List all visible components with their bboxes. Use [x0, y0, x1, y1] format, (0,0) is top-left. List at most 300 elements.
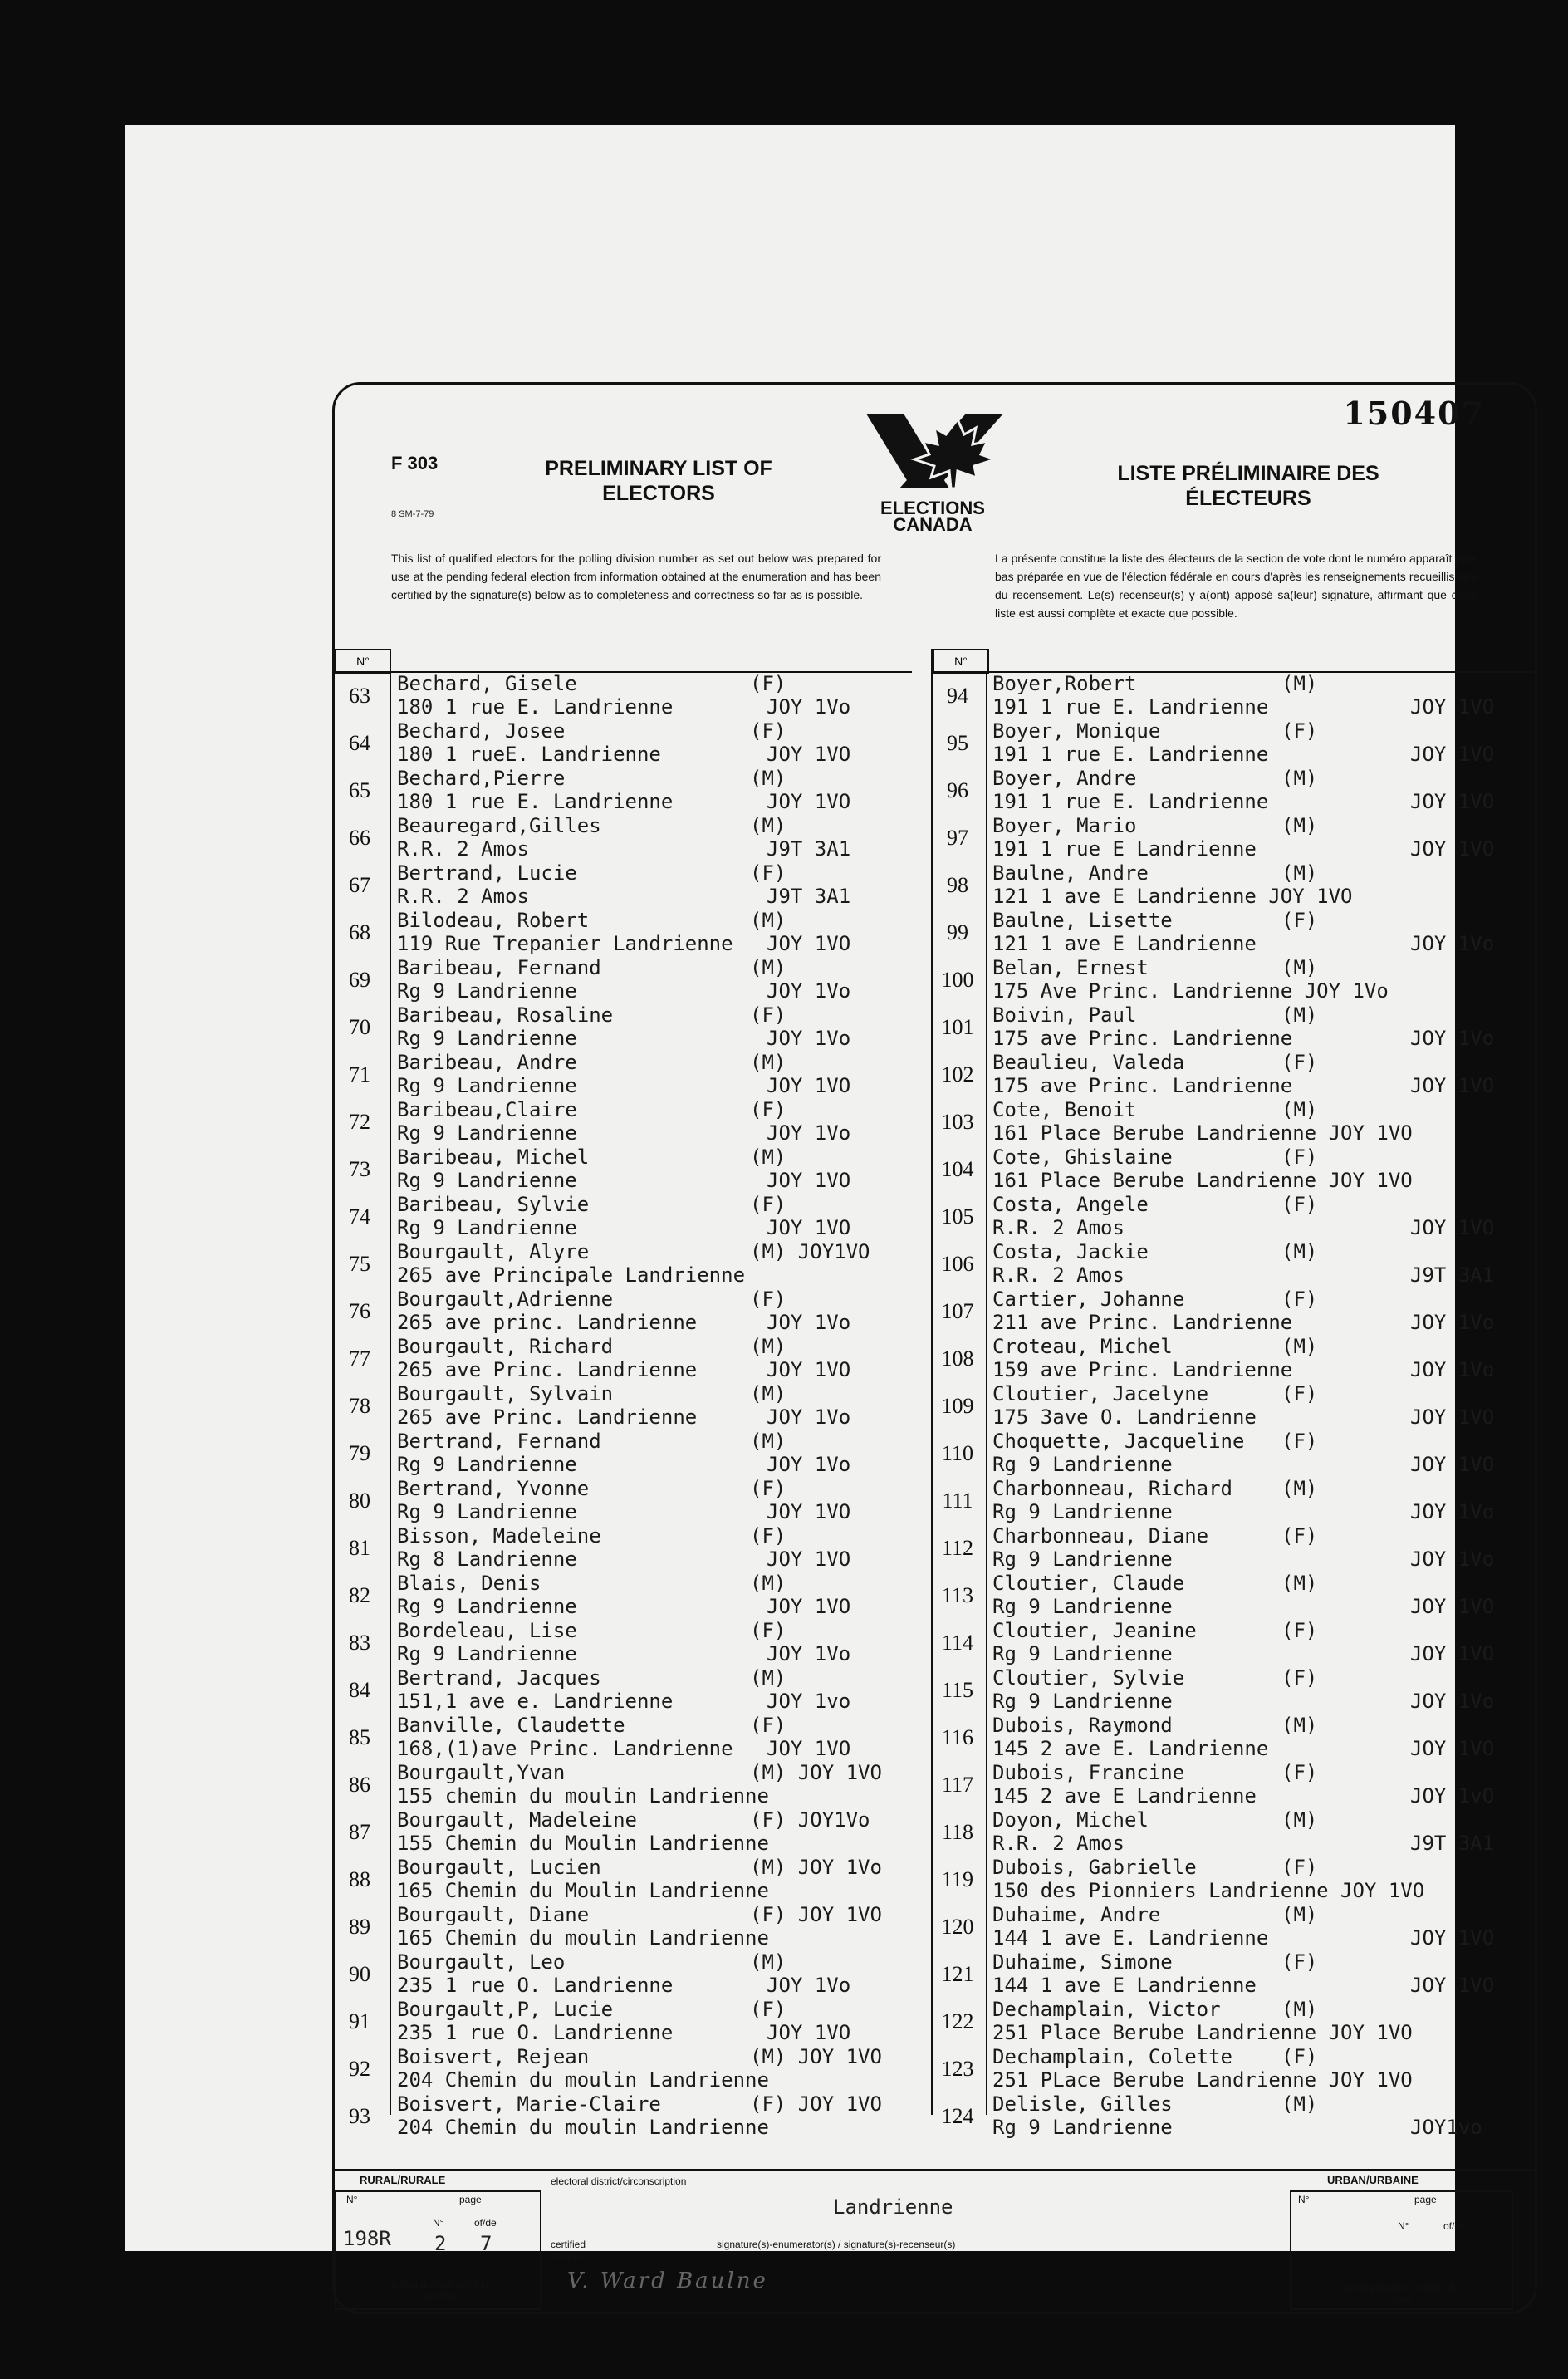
elector-entry	[933, 1288, 1536, 1335]
elector-name: Baribeau, Andre	[397, 1051, 577, 1074]
elector-name: Cote, Benoit	[992, 1098, 1137, 1121]
elector-name: Bourgault, Lucien	[397, 1856, 601, 1879]
elector-name: Delisle, Gilles	[992, 2092, 1173, 2116]
elector-address: 151,1 ave e. Landrienne	[397, 1690, 674, 1713]
elector-address: 161 Place Berube Landrienne JOY 1VO	[992, 1121, 1413, 1145]
elector-address: R.R. 2 Amos	[992, 1263, 1125, 1287]
elector-number: 65	[349, 778, 370, 802]
elector-list-form	[332, 382, 1537, 2314]
elector-sex: (F)	[1281, 719, 1318, 743]
elector-entry	[933, 1003, 1536, 1051]
elector-name: Baulne, Andre	[992, 861, 1149, 885]
elector-number: 83	[349, 1631, 370, 1655]
elector-sex: (M)	[1281, 767, 1318, 790]
elector-sex: (M)	[750, 767, 786, 790]
elector-entry	[335, 1950, 912, 1998]
elector-entry	[335, 1051, 912, 1098]
elector-name: Beauregard,Gilles	[397, 814, 601, 837]
elector-address: Rg 9 Landrienne	[397, 1121, 577, 1145]
elector-number: 67	[349, 873, 370, 897]
elector-postal-code: JOY 1VO	[1410, 1216, 1495, 1239]
elector-postal-code: JOY 1VO	[1410, 695, 1495, 719]
document-number: 150407	[1343, 395, 1485, 432]
elector-address: 159 ave Princ. Landrienne	[992, 1358, 1293, 1381]
elector-number: 115	[941, 1678, 974, 1702]
elector-postal-code: JOY 1Vo	[767, 1405, 851, 1429]
elector-address: 121 1 ave E Landrienne JOY 1VO	[992, 885, 1353, 908]
elector-sex: (M)	[750, 1382, 786, 1405]
elector-sex: (M)	[750, 814, 786, 837]
elector-entry	[933, 909, 1536, 956]
elector-name: Bordeleau, Lise	[397, 1619, 577, 1642]
elector-postal-code: JOY 1VO	[767, 1074, 851, 1097]
elector-sex: (M)	[750, 1145, 786, 1169]
elector-sex: (M)	[1281, 1003, 1318, 1027]
elector-entry	[335, 909, 912, 956]
elector-postal-code: JOY 1VO	[767, 932, 851, 955]
elector-number: 85	[349, 1725, 370, 1749]
elector-name: Baribeau,Claire	[397, 1098, 577, 1121]
elector-address: Rg 9 Landrienne	[992, 1690, 1173, 1713]
elector-address: 119 Rue Trepanier Landrienne	[397, 932, 733, 955]
elector-address: 265 ave princ. Landrienne	[397, 1311, 698, 1334]
elector-number: 78	[349, 1394, 370, 1418]
elector-address: 161 Place Berube Landrienne JOY 1VO	[992, 1169, 1413, 1192]
elector-number: 73	[349, 1157, 370, 1181]
elector-address: 265 ave Princ. Landrienne	[397, 1358, 698, 1381]
elector-name: Boyer, Monique	[992, 719, 1161, 743]
elector-number: 76	[349, 1299, 370, 1323]
elector-list-right	[933, 672, 1536, 2140]
elector-entry	[933, 1524, 1536, 1572]
elector-entry	[335, 1761, 912, 1808]
elector-postal-code: JOY 1Vo	[1410, 1548, 1495, 1571]
elector-postal-code: JOY 1VO	[767, 1500, 851, 1523]
elector-number: 88	[349, 1867, 370, 1891]
elector-sex: (M) JOY 1VO	[750, 2045, 882, 2068]
elector-address: Rg 9 Landrienne	[992, 2116, 1173, 2139]
district-label: electoral district/circonscription	[551, 2175, 687, 2187]
elector-postal-code: JOY 1Vo	[1410, 1500, 1495, 1523]
elector-number: 100	[941, 968, 974, 992]
intro-english: This list of qualified electors for the polling division number as set out below was prepared for use at the pending federal election from information obtained at the enumeration and has been certified by the signature(s) below as to completeness and correctness so far as is possible.	[391, 552, 881, 601]
elector-sex: (M) JOY1VO	[750, 1240, 870, 1263]
elector-entry	[933, 1619, 1536, 1666]
page-of-label: of/de	[474, 2217, 497, 2229]
form-footer	[335, 2169, 1535, 2312]
elector-sex: (F)	[1281, 1619, 1318, 1642]
elector-sex: (F)	[750, 1524, 786, 1548]
elector-postal-code: JOY 1Vo	[767, 1311, 851, 1334]
elector-postal-code: JOY 1VO	[767, 1595, 851, 1618]
elector-sex: (F)	[1281, 1193, 1318, 1216]
elector-name: Doyon, Michel	[992, 1808, 1149, 1832]
elector-sex: (F)	[750, 1619, 786, 1642]
elector-sex: (F)	[1281, 1666, 1318, 1690]
elector-number: 105	[941, 1204, 974, 1229]
elector-sex: (F)	[750, 1098, 786, 1121]
enumerator-signature: V. Ward Baulne	[567, 2269, 768, 2293]
elector-name: Cloutier, Jacelyne	[992, 1382, 1209, 1405]
elector-number: 77	[349, 1346, 370, 1371]
elector-entry	[335, 1145, 912, 1193]
left-column	[335, 649, 912, 2139]
elections-canada-logo	[858, 410, 1007, 534]
elector-number: 75	[349, 1252, 370, 1276]
elector-name: Bourgault, Diane	[397, 1903, 590, 1926]
elector-entry	[335, 1382, 912, 1430]
elector-postal-code: JOY 1Vo	[767, 1121, 851, 1145]
elector-number: 109	[941, 1394, 974, 1418]
elector-name: Bourgault,Adrienne	[397, 1288, 614, 1311]
elector-name: Baribeau, Rosaline	[397, 1003, 614, 1027]
elector-number: 110	[941, 1441, 974, 1465]
elector-number: 91	[349, 2009, 370, 2033]
elector-number: 87	[349, 1820, 370, 1844]
elector-sex: (F)	[1281, 1382, 1318, 1405]
elector-name: Dubois, Gabrielle	[992, 1856, 1197, 1879]
rural-label: RURAL/RURALE	[360, 2174, 446, 2186]
elector-number: 89	[349, 1915, 370, 1939]
elector-address: 165 Chemin du Moulin Landrienne	[397, 1879, 769, 1902]
elector-entry	[933, 719, 1536, 767]
elector-sex: (M)	[1281, 1098, 1318, 1121]
signature-label: signature(s)-enumerator(s) / signature(s)-recenseur(s)	[717, 2239, 956, 2250]
logo-text-elections: ELECTIONS	[880, 498, 985, 518]
elector-address: Rg 9 Landrienne	[397, 1500, 577, 1523]
elector-number: 104	[941, 1157, 974, 1181]
elector-sex: (F)	[750, 1003, 786, 1027]
elector-sex: (F)	[750, 1288, 786, 1311]
elector-number: 80	[349, 1489, 370, 1513]
form-code: F 303	[391, 453, 439, 473]
elector-address: 191 1 rue E. Landrienne	[992, 743, 1269, 766]
elector-address: 175 ave Princ. Landrienne	[992, 1027, 1293, 1050]
elector-number: 119	[941, 1867, 974, 1891]
elector-sex: (M)	[750, 956, 786, 979]
form-date: 8 SM-7-79	[391, 509, 434, 519]
elector-address: 144 1 ave E. Landrienne	[992, 1926, 1269, 1950]
elector-entry	[335, 1524, 912, 1572]
elector-sex: (F) JOY1Vo	[750, 1808, 870, 1832]
elector-entry	[933, 1572, 1536, 1619]
elector-address: 168,(1)ave Princ. Landrienne	[397, 1737, 733, 1760]
elector-sex: (M)	[750, 1666, 786, 1690]
elector-name: Baribeau, Fernand	[397, 956, 601, 979]
elector-postal-code: JOY 1VO	[1410, 790, 1495, 813]
elector-sex: (M)	[1281, 956, 1318, 979]
elector-entry	[933, 1051, 1536, 1098]
elector-number: 94	[947, 684, 968, 708]
elector-sex: (F)	[750, 719, 786, 743]
elector-entry	[335, 1193, 912, 1240]
elector-address: Rg 9 Landrienne	[397, 1027, 577, 1050]
elector-entry	[335, 1098, 912, 1145]
elector-entry	[335, 2045, 912, 2092]
elector-name: Cloutier, Jeanine	[992, 1619, 1197, 1642]
elector-entry	[335, 672, 912, 719]
elector-entry	[933, 1666, 1536, 1714]
elector-entry	[335, 1335, 912, 1382]
number-column-header: N°	[933, 649, 989, 674]
elector-name: Costa, Angele	[992, 1193, 1149, 1216]
urban-polling-label: polling division section de vote	[1345, 2282, 1459, 2305]
elector-sex: (M)	[750, 1950, 786, 1974]
document-page	[125, 125, 1495, 2305]
elector-address: R.R. 2 Amos	[397, 885, 529, 908]
elector-sex: (M)	[1281, 1572, 1318, 1595]
elector-number: 90	[349, 1962, 370, 1986]
elector-postal-code: J9T 3A1	[767, 885, 851, 908]
elector-entry	[335, 1003, 912, 1051]
elector-entry	[933, 2045, 1536, 2092]
elector-entry	[335, 767, 912, 814]
elector-address: R.R. 2 Amos	[992, 1216, 1125, 1239]
elector-address: R.R. 2 Amos	[992, 1832, 1125, 1855]
elector-address: 265 ave Principale Landrienne	[397, 1263, 746, 1287]
elector-number: 79	[349, 1441, 370, 1465]
elector-address: 191 1 rue E Landrienne	[992, 837, 1257, 861]
elector-postal-code: JOY 1Vo	[1410, 932, 1495, 955]
elector-sex: (F)	[1281, 1051, 1318, 1074]
elector-sex: (F)	[1281, 1430, 1318, 1453]
elector-entry	[335, 719, 912, 767]
logo-text-canada: CANADA	[893, 514, 973, 535]
elector-name: Bechard, Josee	[397, 719, 566, 743]
elector-address: 204 Chemin du moulin Landrienne	[397, 2068, 769, 2092]
elector-number: 113	[941, 1583, 974, 1607]
intro-french: La présente constitue la liste des électeurs de la section de vote dont le numéro apparaît plus bas préparée en vue de l'élection fédérale en cours d'après les renseignements recueillis lors du recensement. Le(s) recenseur(s) y a(ont) apposé sa(leur) signature, affirmant que cette liste est aussi complète et exacte que possible.	[995, 552, 1477, 620]
elector-name: Dubois, Francine	[992, 1761, 1185, 1784]
elector-postal-code: JOY 1vo	[767, 1690, 851, 1713]
elector-address: 180 1 rue E. Landrienne	[397, 695, 674, 719]
elector-postal-code: JOY 1VO	[767, 1216, 851, 1239]
elector-address: 175 Ave Princ. Landrienne JOY 1Vo	[992, 979, 1389, 1003]
elector-number: 111	[942, 1489, 973, 1513]
elector-number: 123	[941, 2057, 974, 2081]
elector-postal-code: JOY 1VO	[1410, 743, 1495, 766]
elector-address: 155 Chemin du Moulin Landrienne	[397, 1832, 769, 1855]
elector-postal-code: JOY 1VO	[767, 1737, 851, 1760]
maple-leaf-icon	[858, 410, 1007, 497]
elector-entry	[335, 1572, 912, 1619]
elector-address: Rg 9 Landrienne	[992, 1595, 1173, 1618]
elector-postal-code: JOY1vo	[1410, 2116, 1482, 2139]
elector-sex: (F) JOY 1VO	[750, 1903, 882, 1926]
elector-sex: (F)	[750, 1998, 786, 2021]
elector-address: 144 1 ave E Landrienne	[992, 1974, 1257, 1997]
elector-postal-code: JOY 1Vo	[767, 1642, 851, 1665]
elector-sex: (F)	[750, 672, 786, 695]
elector-number: 107	[941, 1299, 974, 1323]
elector-entry	[335, 1288, 912, 1335]
rural-no-label: N°	[346, 2194, 358, 2205]
urban-page-no-label: N°	[1398, 2220, 1409, 2232]
elector-address: 145 2 ave E Landrienne	[992, 1784, 1257, 1808]
elector-number: 117	[941, 1773, 974, 1797]
elector-postal-code: JOY 1Vo	[1410, 1358, 1495, 1381]
title-english: PRELIMINARY LIST OF ELECTORS	[545, 457, 772, 505]
elector-postal-code: JOY 1vO	[1410, 1784, 1495, 1808]
elector-sex: (M)	[1281, 1808, 1318, 1832]
elector-address: Rg 9 Landrienne	[992, 1642, 1173, 1665]
elector-name: Bertrand, Fernand	[397, 1430, 601, 1453]
elector-name: Bourgault, Leo	[397, 1950, 566, 1974]
district-value: Landrienne	[833, 2195, 953, 2219]
urban-page-label: page	[1414, 2194, 1437, 2205]
elector-sex: (M)	[1281, 1335, 1318, 1358]
elector-number: 120	[941, 1915, 974, 1939]
elector-postal-code: JOY 1VO	[767, 2021, 851, 2044]
elector-sex: (F)	[750, 1714, 786, 1737]
elector-name: Bourgault, Madeleine	[397, 1808, 637, 1832]
page-total: 7	[480, 2232, 492, 2255]
elector-entry	[335, 1240, 912, 1288]
elector-postal-code: JOY 1VO	[1410, 1974, 1495, 1997]
elector-postal-code: J9T 3A1	[767, 837, 851, 861]
elector-address: 175 ave Princ. Landrienne	[992, 1074, 1293, 1097]
elector-name: Boivin, Paul	[992, 1003, 1137, 1027]
elector-name: Bourgault, Richard	[397, 1335, 614, 1358]
elector-sex: (F)	[1281, 1145, 1318, 1169]
elector-address: 175 3ave O. Landrienne	[992, 1405, 1257, 1429]
elector-name: Cote, Ghislaine	[992, 1145, 1173, 1169]
elector-name: Bourgault, Alyre	[397, 1240, 590, 1263]
elector-address: 191 1 rue E. Landrienne	[992, 695, 1269, 719]
elector-entry	[933, 767, 1536, 814]
elector-name: Cloutier, Claude	[992, 1572, 1185, 1595]
elector-name: Beaulieu, Valeda	[992, 1051, 1185, 1074]
elector-address: 145 2 ave E. Landrienne	[992, 1737, 1269, 1760]
elector-number: 66	[349, 826, 370, 850]
elector-number: 74	[349, 1204, 370, 1229]
elector-sex: (F)	[1281, 1761, 1318, 1784]
elector-number: 84	[349, 1678, 370, 1702]
elector-entry	[335, 1808, 912, 1856]
elector-name: Bourgault,P, Lucie	[397, 1998, 614, 2021]
right-column	[931, 649, 1536, 2139]
elector-address: 191 1 rue E. Landrienne	[992, 790, 1269, 813]
elector-list-left	[335, 672, 912, 2140]
elector-number: 97	[947, 826, 968, 850]
elector-postal-code: JOY 1VO	[767, 790, 851, 813]
elector-number: 121	[941, 1962, 974, 1986]
elector-sex: (M)	[1281, 2092, 1318, 2116]
elector-sex: (F)	[1281, 1950, 1318, 1974]
elector-entry	[933, 1335, 1536, 1382]
elector-number: 112	[941, 1536, 974, 1560]
elector-number: 93	[349, 2104, 370, 2128]
elector-name: Choquette, Jacqueline	[992, 1430, 1245, 1453]
elector-address: 180 1 rue E. Landrienne	[397, 790, 674, 813]
elector-sex: (M)	[750, 1430, 786, 1453]
elector-name: Boyer,Robert	[992, 672, 1137, 695]
elector-name: Banville, Claudette	[397, 1714, 625, 1737]
elector-entry	[933, 1430, 1536, 1477]
elector-name: Bourgault,Yvan	[397, 1761, 566, 1784]
elector-address: Rg 9 Landrienne	[397, 979, 577, 1003]
elector-postal-code: JOY 1VO	[1410, 1453, 1495, 1476]
elector-address: 155 chemin du moulin Landrienne	[397, 1784, 769, 1808]
elector-address: 121 1 ave E Landrienne	[992, 932, 1257, 955]
elector-entry	[335, 1666, 912, 1714]
elector-name: Duhaime, Simone	[992, 1950, 1173, 1974]
elector-address: 251 Place Berube Landrienne JOY 1VO	[992, 2021, 1413, 2044]
elector-number: 102	[941, 1062, 974, 1086]
elector-name: Baribeau, Sylvie	[397, 1193, 590, 1216]
elector-number: 92	[349, 2057, 370, 2081]
elector-postal-code: JOY 1VO	[1410, 1642, 1495, 1665]
elector-address: 211 ave Princ. Landrienne	[992, 1311, 1293, 1334]
elector-number: 101	[941, 1015, 974, 1039]
elector-postal-code: JOY 1VO	[1410, 1926, 1495, 1950]
elector-address: Rg 9 Landrienne	[397, 1595, 577, 1618]
elector-address: 251 PLace Berube Landrienne JOY 1VO	[992, 2068, 1413, 2092]
elector-entry	[933, 1808, 1536, 1856]
elector-entry	[933, 1998, 1536, 2045]
elector-number: 68	[349, 920, 370, 944]
elector-name: Bertrand, Yvonne	[397, 1477, 590, 1500]
elector-entry	[933, 1477, 1536, 1524]
elector-entry	[933, 1382, 1536, 1430]
elector-entry	[933, 1903, 1536, 1950]
title-french: LISTE PRÉLIMINAIRE DES ÉLECTEURS	[1117, 462, 1379, 510]
elector-entry	[335, 1619, 912, 1666]
elector-number: 64	[349, 731, 370, 755]
elector-name: Boisvert, Rejean	[397, 2045, 590, 2068]
number-column-header: N°	[335, 649, 391, 674]
elector-sex: (M)	[1281, 861, 1318, 885]
elector-name: Cloutier, Sylvie	[992, 1666, 1185, 1690]
elector-name: Boisvert, Marie-Claire	[397, 2092, 661, 2116]
elector-entry	[335, 1430, 912, 1477]
elector-postal-code: J9T 3A1	[1410, 1832, 1495, 1855]
elector-postal-code: JOY 1Vo	[1410, 1311, 1495, 1334]
elector-name: Duhaime, Andre	[992, 1903, 1161, 1926]
elector-address: Rg 9 Landrienne	[992, 1453, 1173, 1476]
elector-number: 95	[947, 731, 968, 755]
elector-sex: (M)	[1281, 1714, 1318, 1737]
elector-postal-code: JOY 1Vo	[767, 979, 851, 1003]
elector-sex: (M)	[1281, 672, 1318, 695]
elector-postal-code: JOY 1VO	[1410, 1595, 1495, 1618]
elector-entry	[933, 1193, 1536, 1240]
rural-polling-label: polling division section de vote	[389, 2278, 488, 2302]
elector-postal-code: JOY 1VO	[1410, 1405, 1495, 1429]
elector-address: Rg 8 Landrienne	[397, 1548, 577, 1571]
elector-address: 180 1 rueE. Landrienne	[397, 743, 661, 766]
elector-entry	[933, 1950, 1536, 1998]
elector-postal-code: J9T 3A1	[1410, 1263, 1495, 1287]
elector-number: 106	[941, 1252, 974, 1276]
elector-number: 108	[941, 1346, 974, 1371]
elector-sex: (F)	[1281, 1856, 1318, 1879]
elector-postal-code: JOY 1VO	[1410, 1074, 1495, 1097]
elector-sex: (M)	[1281, 1998, 1318, 2021]
elector-entry	[933, 672, 1536, 719]
elector-address: Rg 9 Landrienne	[397, 1074, 577, 1097]
elector-postal-code: JOY 1VO	[1410, 837, 1495, 861]
urban-label: URBAN/URBAINE	[1327, 2174, 1419, 2186]
elector-number: 96	[947, 778, 968, 802]
elector-entry	[335, 2092, 912, 2140]
elector-address: Rg 9 Landrienne	[992, 1548, 1173, 1571]
elector-entry	[335, 1998, 912, 2045]
elector-number: 81	[349, 1536, 370, 1560]
elector-sex: (M)	[1281, 1240, 1318, 1263]
elector-address: 235 1 rue O. Landrienne	[397, 1974, 674, 1997]
elector-entry	[933, 2092, 1536, 2140]
